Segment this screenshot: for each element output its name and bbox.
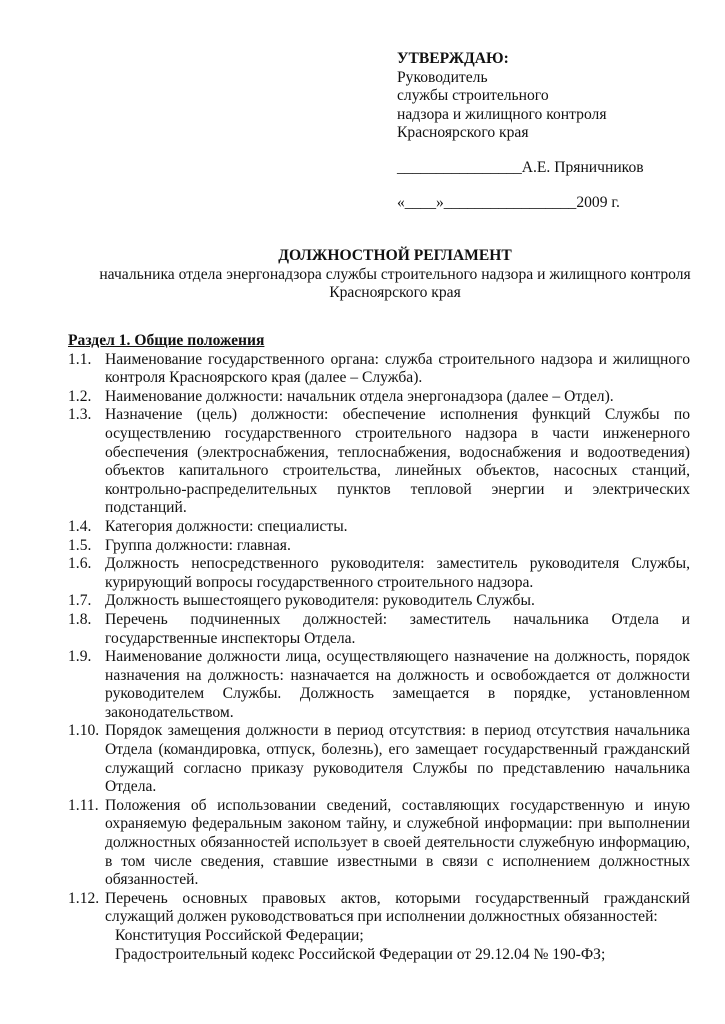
- item-number: 1.9.: [68, 648, 92, 666]
- legal-act: Градостроительный кодекс Российской Федерации от 29.12.04 № 190-ФЗ;: [115, 945, 606, 963]
- item-number: 1.1.: [68, 350, 92, 368]
- approval-heading: УТВЕРЖДАЮ:: [397, 50, 509, 67]
- section-heading: Раздел 1. Общие положения: [68, 332, 265, 349]
- list-item: [68, 722, 690, 796]
- list-item: [68, 797, 690, 890]
- item-text: Наименование должности: начальник отдела энергонадзора (далее – Отдел).: [105, 387, 614, 405]
- item-number: 1.2.: [68, 387, 92, 405]
- list-item: [68, 592, 690, 611]
- item-text: Порядок замещения должности в период отсутствия: в период отсутствия начальника Отдела (командировка, отпуск, болезнь), его замещает государственный гражданский служащий согласно приказу руководителя Службы по представлению начальника Отдела.: [105, 722, 690, 796]
- approval-line: Красноярского края: [397, 124, 529, 142]
- list-item: [68, 388, 690, 407]
- approval-line: Руководитель: [397, 68, 488, 86]
- list-item: [68, 890, 690, 927]
- item-number: 1.11.: [68, 796, 99, 814]
- list-item: [68, 406, 690, 518]
- item-text: Категория должности: специалисты.: [105, 517, 348, 535]
- item-text: Положения об использовании сведений, составляющих государственную и иную охраняемую федеральным законом тайну, и служебной информации: при выполнении должностных обязанностей использует в своей деятельности служебную информацию, в том числе сведения, ставшие известными в связи с исполнением должностных обязанностей.: [105, 796, 690, 889]
- signature-line: ________________А.Е. Пряничников: [397, 159, 644, 176]
- list-item: [68, 537, 690, 556]
- list-item: [68, 518, 690, 537]
- item-text: Наименование должности лица, осуществляющего назначение на должность, порядок назначения на должность: назначается на должность и освобождается от должности руководителем Службы. Должность замещается в порядке, установленном законодательством.: [105, 648, 690, 721]
- item-number: 1.4.: [68, 517, 92, 535]
- legal-act: Конституция Российской Федерации;: [115, 927, 364, 944]
- list-item: [68, 611, 690, 648]
- item-text: Должность вышестоящего руководителя: руководитель Службы.: [105, 592, 535, 610]
- item-number: 1.5.: [68, 536, 92, 554]
- list-item: [68, 648, 690, 722]
- title-heading: ДОЛЖНОСТНОЙ РЕГЛАМЕНТ: [278, 247, 512, 264]
- item-number: 1.8.: [68, 610, 92, 628]
- item-number: 1.3.: [68, 406, 92, 424]
- approval-block: [397, 50, 607, 143]
- item-text: Назначение (цель) должности: обеспечение исполнения функций Службы по осуществлению государственного строительного надзора в части инженерного обеспечения (электроснабжения, теплоснабжения, водоснабжения и водоотведения) объектов капитального строительства, линейных объектов, насосных станций, контрольно-распределительных пунктов тепловой энергии и электрических подстанций.: [105, 406, 690, 517]
- item-text: Перечень основных правовых актов, которыми государственный гражданский служащий должен руководствоваться при исполнении должностных обязанностей:: [105, 889, 690, 926]
- item-number: 1.7.: [68, 592, 92, 610]
- date-line: «____»_________________2009 г.: [397, 194, 620, 211]
- approval-line: надзора и жилищного контроля: [397, 105, 607, 123]
- item-text: Должность непосредственного руководителя: заместитель руководителя Службы, курирующий вопросы государственного строительного надзора.: [105, 555, 690, 591]
- document-title: [60, 247, 725, 303]
- title-subtitle: начальника отдела энергонадзора службы строительного надзора и жилищного контроля Красноярского края: [99, 265, 691, 302]
- item-text: Наименование государственного органа: служба строительного надзора и жилищного контроля Красноярского края (далее – Служба).: [105, 350, 690, 387]
- list-item: [68, 555, 690, 592]
- item-text: Перечень подчиненных должностей: заместитель начальника Отдела и государственные инспекторы Отдела.: [105, 610, 690, 647]
- item-number: 1.6.: [68, 555, 92, 573]
- item-number: 1.10.: [68, 722, 100, 740]
- document-body: [68, 332, 690, 964]
- approval-line: службы строительного: [397, 87, 549, 105]
- item-number: 1.12.: [68, 889, 100, 907]
- item-text: Группа должности: главная.: [105, 536, 291, 554]
- list-item: [68, 351, 690, 388]
